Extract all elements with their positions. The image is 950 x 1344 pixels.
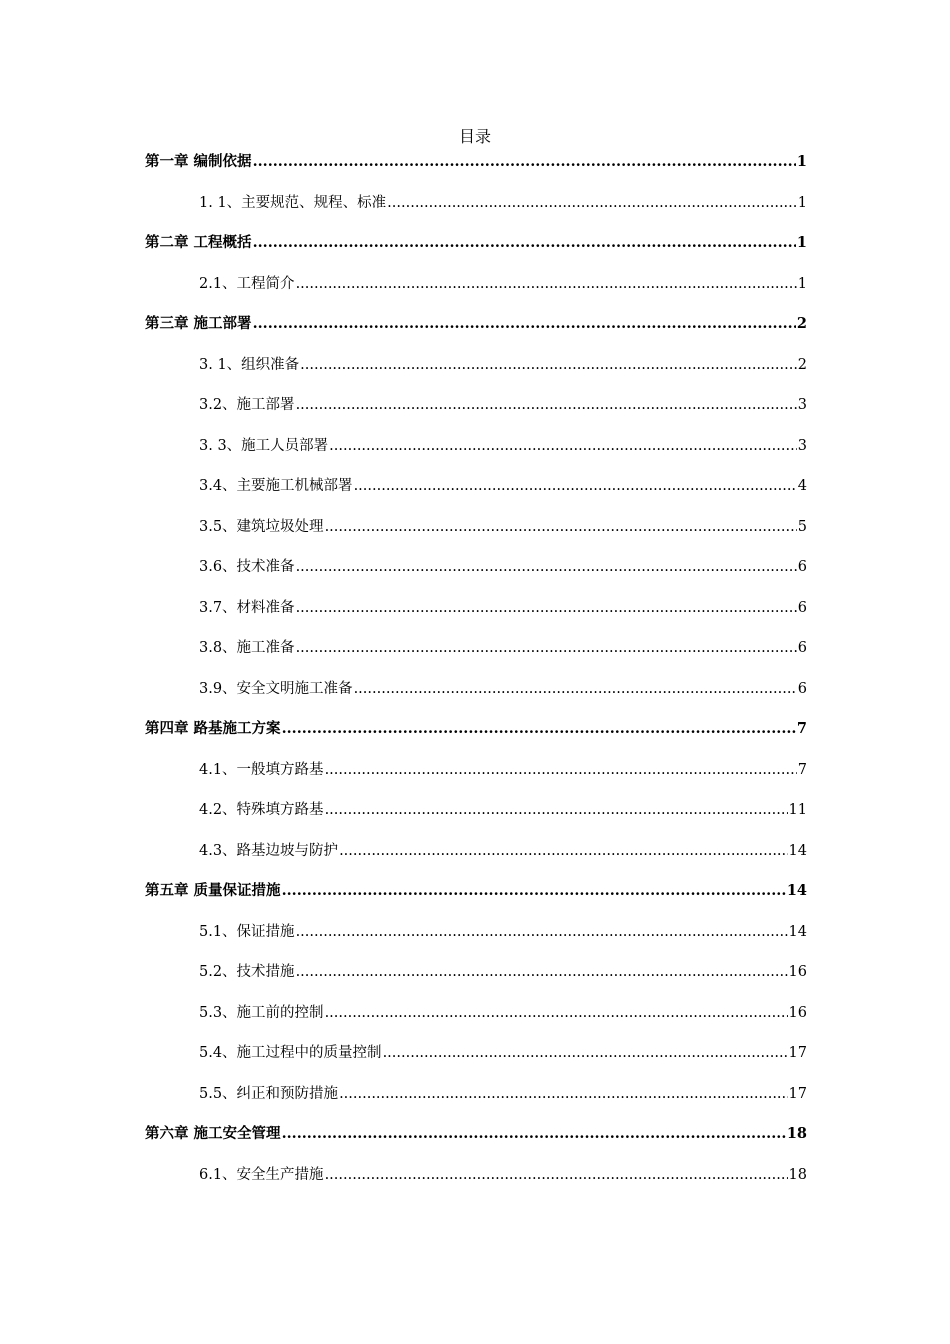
- toc-entry-label: 第四章 路基施工方案: [145, 720, 281, 737]
- toc-entry-label: 1. 1、主要规范、规程、标准: [199, 194, 387, 211]
- toc-chapter-entry[interactable]: [145, 150, 807, 191]
- toc-page-number: 16: [788, 1004, 807, 1021]
- toc-section-entry[interactable]: [145, 1082, 807, 1123]
- toc-dot-leader: [325, 515, 797, 539]
- toc-entry-label: 4.3、路基边坡与防护: [199, 842, 339, 859]
- toc-dot-leader: [296, 960, 788, 984]
- toc-section-entry[interactable]: [145, 636, 807, 677]
- toc-title: 目录: [458, 127, 491, 146]
- toc-entry-label: 4.1、一般填方路基: [199, 761, 324, 778]
- toc-page-number: 2: [796, 315, 807, 332]
- toc-page-number: 1: [796, 234, 807, 251]
- toc-page-number: 16: [788, 964, 807, 980]
- toc-section-entry[interactable]: [145, 839, 807, 880]
- toc-entry-label: 第五章 质量保证措施: [145, 882, 281, 899]
- toc-section-entry[interactable]: [145, 272, 807, 313]
- toc-dot-leader: [354, 474, 797, 498]
- toc-section-entry[interactable]: [145, 1163, 807, 1204]
- toc-page-number: 14: [788, 842, 807, 859]
- toc-page-number: 3: [797, 437, 807, 454]
- toc-entry-label: 第一章 编制依据: [145, 153, 252, 170]
- toc-section-entry[interactable]: [145, 1001, 807, 1042]
- toc-section-entry[interactable]: [145, 920, 807, 961]
- toc-page-number: 6: [797, 599, 807, 616]
- toc-page-number: 11: [788, 802, 807, 818]
- toc-page-number: 1: [796, 153, 807, 170]
- toc-dot-leader: [253, 231, 796, 255]
- toc-entry-label: 5.1、保证措施: [199, 923, 295, 940]
- toc-entry-label: 6.1、安全生产措施: [199, 1166, 324, 1183]
- toc-page-number: 7: [797, 761, 807, 778]
- toc-page-number: 7: [796, 720, 807, 737]
- toc-chapter-entry[interactable]: [145, 231, 807, 272]
- toc-entry-label: 3.4、主要施工机械部署: [199, 478, 353, 494]
- toc-list: [145, 150, 807, 1203]
- toc-entry-label: 3.7、材料准备: [199, 599, 295, 616]
- toc-section-entry[interactable]: [145, 353, 807, 394]
- toc-entry-label: 3.5、建筑垃圾处理: [199, 518, 324, 535]
- toc-dot-leader: [387, 191, 797, 215]
- toc-section-entry[interactable]: [145, 960, 807, 1001]
- toc-dot-leader: [282, 879, 786, 903]
- toc-entry-label: 第二章 工程概括: [145, 234, 252, 251]
- toc-page-number: 6: [797, 640, 807, 656]
- toc-page-number: 18: [786, 1125, 807, 1142]
- toc-entry-label: 5.5、纠正和预防措施: [199, 1085, 339, 1102]
- toc-chapter-entry[interactable]: [145, 879, 807, 920]
- toc-page-number: 4: [797, 478, 807, 494]
- toc-section-entry[interactable]: [145, 191, 807, 232]
- toc-page-number: 6: [797, 680, 807, 697]
- toc-entry-label: 4.2、特殊填方路基: [199, 802, 324, 818]
- toc-page-number: 14: [786, 882, 807, 899]
- toc-dot-leader: [339, 839, 787, 863]
- toc-entry-label: 3. 3、施工人员部署: [199, 437, 329, 454]
- toc-dot-leader: [296, 393, 797, 417]
- toc-dot-leader: [296, 596, 797, 620]
- toc-dot-leader: [253, 150, 796, 174]
- toc-dot-leader: [296, 272, 797, 296]
- toc-entry-label: 3. 1、组织准备: [199, 356, 300, 373]
- toc-entry-label: 3.6、技术准备: [199, 559, 295, 575]
- toc-page-number: 14: [788, 923, 807, 940]
- toc-dot-leader: [282, 1122, 786, 1146]
- toc-page-number: 6: [797, 559, 807, 575]
- toc-dot-leader: [253, 312, 796, 336]
- toc-dot-leader: [329, 434, 797, 458]
- toc-chapter-entry[interactable]: [145, 312, 807, 353]
- toc-entry-label: 第三章 施工部署: [145, 315, 252, 332]
- toc-entry-label: 5.3、施工前的控制: [199, 1004, 324, 1021]
- toc-dot-leader: [300, 353, 797, 377]
- toc-entry-label: 3.9、安全文明施工准备: [199, 680, 353, 697]
- toc-page-number: 1: [797, 275, 807, 292]
- toc-dot-leader: [296, 555, 797, 579]
- toc-section-entry[interactable]: [145, 434, 807, 475]
- toc-dot-leader: [339, 1082, 787, 1106]
- toc-section-entry[interactable]: [145, 474, 807, 515]
- toc-page-number: 2: [797, 356, 807, 373]
- toc-section-entry[interactable]: [145, 677, 807, 718]
- toc-dot-leader: [325, 1001, 788, 1025]
- toc-chapter-entry[interactable]: [145, 1122, 807, 1163]
- toc-entry-label: 第六章 施工安全管理: [145, 1125, 281, 1142]
- toc-page-number: 5: [797, 518, 807, 535]
- toc-dot-leader: [325, 798, 788, 822]
- toc-section-entry[interactable]: [145, 515, 807, 556]
- toc-chapter-entry[interactable]: [145, 717, 807, 758]
- toc-page-number: 17: [788, 1045, 807, 1061]
- toc-entry-label: 3.8、施工准备: [199, 640, 295, 656]
- toc-section-entry[interactable]: [145, 596, 807, 637]
- toc-section-entry[interactable]: [145, 758, 807, 799]
- toc-dot-leader: [325, 1163, 788, 1187]
- toc-dot-leader: [383, 1041, 788, 1065]
- toc-dot-leader: [296, 636, 797, 660]
- toc-section-entry[interactable]: [145, 1041, 807, 1082]
- toc-page-number: 18: [788, 1166, 807, 1183]
- toc-dot-leader: [354, 677, 797, 701]
- toc-page-number: 17: [788, 1085, 807, 1102]
- toc-section-entry[interactable]: [145, 798, 807, 839]
- toc-dot-leader: [296, 920, 788, 944]
- toc-section-entry[interactable]: [145, 393, 807, 434]
- toc-dot-leader: [282, 717, 796, 741]
- toc-page-number: 3: [797, 397, 807, 413]
- toc-entry-label: 3.2、施工部署: [199, 397, 295, 413]
- toc-entry-label: 5.4、施工过程中的质量控制: [199, 1045, 382, 1061]
- toc-page-number: 1: [797, 194, 807, 211]
- toc-entry-label: 2.1、工程简介: [199, 275, 295, 292]
- toc-entry-label: 5.2、技术措施: [199, 964, 295, 980]
- toc-dot-leader: [325, 758, 797, 782]
- toc-section-entry[interactable]: [145, 555, 807, 596]
